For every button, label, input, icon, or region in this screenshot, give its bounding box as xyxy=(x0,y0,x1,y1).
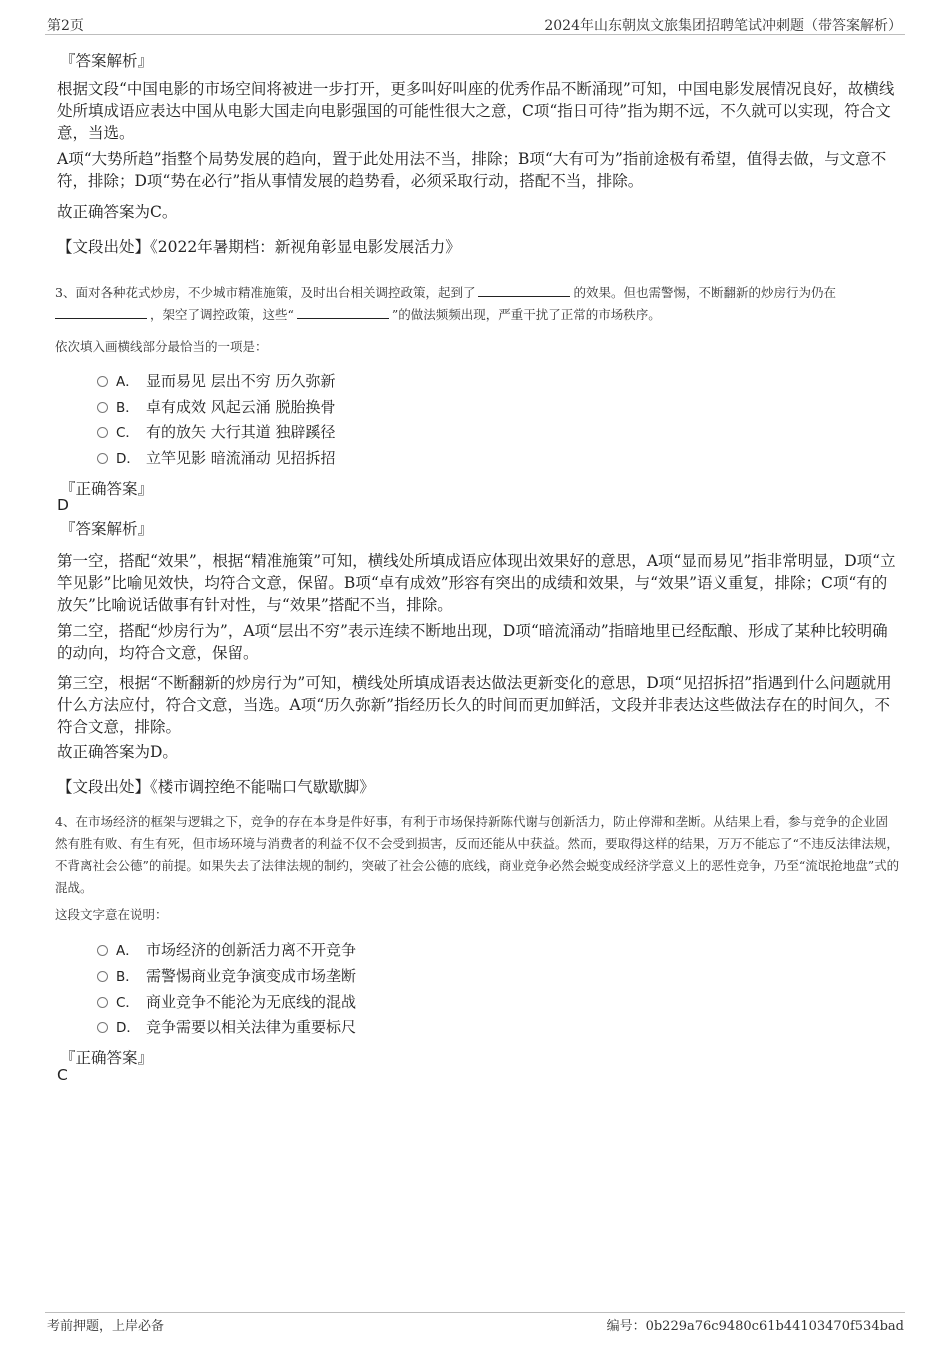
fill-blank xyxy=(478,284,570,297)
radio-button[interactable] xyxy=(97,376,108,387)
radio-button[interactable] xyxy=(97,971,108,982)
document-title: 2024年山东朝岚文旅集团招聘笔试冲刺题（带答案解析） xyxy=(544,18,902,34)
page-number: 第2页 xyxy=(47,18,84,34)
option-label: B． xyxy=(116,400,139,416)
question-text-part: 3、面对各种花式炒房，不少城市精准施策，及时出台相关调控政策，起到了 xyxy=(55,285,476,300)
radio-button[interactable] xyxy=(97,1022,108,1033)
option-label: D． xyxy=(116,1020,140,1036)
footer-divider xyxy=(45,1312,905,1313)
analysis-paragraph: 故正确答案为C。 xyxy=(57,203,178,221)
option-b[interactable] xyxy=(97,965,356,987)
analysis-paragraph: 根据文段“中国电影的市场空间将被进一步打开，更多叫好叫座的优秀作品不断涌现”可知，中国电影发展情况良好，故横线处所填成语应表达中国从电影大国走向电影强国的可能性很大之意，C项“指日可待”指为期不远，不久就可以实现，符合文意，当选。 xyxy=(57,80,895,142)
option-b[interactable] xyxy=(97,396,336,418)
answer-analysis-label: 『答案解析』 xyxy=(60,52,154,70)
radio-button[interactable] xyxy=(97,427,108,438)
radio-button[interactable] xyxy=(97,453,108,464)
fill-blank xyxy=(55,306,147,319)
option-c[interactable] xyxy=(97,421,336,443)
option-text: 有的放矢 大行其道 独辟蹊径 xyxy=(146,423,336,441)
question-prompt: 依次填入画横线部分最恰当的一项是： xyxy=(55,339,268,354)
option-label: A． xyxy=(116,374,139,390)
analysis-paragraph: A项“大势所趋”指整个局势发展的趋向，置于此处用法不当，排除；B项“大有可为”指前途极有希望，值得去做，与文意不符，排除；D项“势在必行”指从事情发展的趋势看，必须采取行动，搭配不当，排除。 xyxy=(57,150,887,190)
correct-answer-label: 『正确答案』 xyxy=(60,480,154,498)
footer-slogan: 考前押题，上岸必备 xyxy=(47,1319,165,1334)
source-citation: 【文段出处】《2022年暑期档：新视角彰显电影发展活力》 xyxy=(57,238,461,256)
question-text-part: ”的做法频频出现，严重干扰了正常的市场秩序。 xyxy=(391,307,661,322)
option-text: 卓有成效 风起云涌 脱胎换骨 xyxy=(146,398,336,416)
question-prompt: 这段文字意在说明： xyxy=(55,907,168,922)
question-stem xyxy=(55,282,900,326)
analysis-paragraph: 第三空，根据“不断翻新的炒房行为”可知，横线处所填成语表达做法更新变化的意思，D项“见招拆招”指遇到什么问题就用什么方法应付，符合文意，当选。A项“历久弥新”指经历长久的时间而更加鲜活，文段并非表达这些做法存在的时间久，不符合文意，排除。 xyxy=(57,674,892,736)
header-divider xyxy=(45,34,905,35)
option-text: 市场经济的创新活力离不开竞争 xyxy=(146,941,357,959)
correct-answer: C xyxy=(57,1066,68,1084)
option-label: B． xyxy=(116,969,139,985)
analysis-paragraph: 第二空，搭配“炒房行为”，A项“层出不穷”表示连续不断地出现，D项“暗流涌动”指暗地里已经酝酿、形成了某种比较明确的动向，均符合文意，保留。 xyxy=(57,622,888,662)
option-a[interactable] xyxy=(97,370,336,392)
question-stem: 4、在市场经济的框架与逻辑之下，竞争的存在本身是件好事，有利于市场保持新陈代谢与创新活力，防止停滞和垄断。从结果上看，参与竞争的企业固然有胜有败、有生有死，但市场环境与消费者的利益不仅不会受到损害，反而还能从中获益。然而，要取得这样的结果，万万不能忘了“不违反法律法规，不背离社会公德”的前提。如果失去了法律法规的制约，突破了社会公德的底线，商业竞争必然会蜕变成经济学意义上的恶性竞争，乃至“流氓抢地盘”式的混战。 xyxy=(55,814,900,895)
document-id: 编号：0b229a76c9480c61b44103470f534bad xyxy=(606,1319,904,1334)
option-d[interactable] xyxy=(97,447,336,469)
option-label: C． xyxy=(116,995,139,1011)
option-label: D． xyxy=(116,451,140,467)
source-citation: 【文段出处】《楼市调控绝不能喘口气歇歇脚》 xyxy=(57,778,375,796)
radio-button[interactable] xyxy=(97,945,108,956)
option-text: 立竿见影 暗流涌动 见招拆招 xyxy=(146,449,336,467)
correct-answer: D xyxy=(57,496,69,514)
analysis-paragraph: 第一空，搭配“效果”，根据“精准施策”可知，横线处所填成语应体现出效果好的意思，A项“显而易见”指非常明显，D项“立竿见影”比喻见效快，均符合文意，保留。B项“卓有成效”形容有突出的成绩和效果，与“效果”语义重复，排除；C项“有的放矢”比喻说话做事有针对性，与“效果”搭配不当，排除。 xyxy=(57,552,896,614)
radio-button[interactable] xyxy=(97,402,108,413)
question-text-part: ，架空了调控政策，这些“ xyxy=(150,307,294,322)
option-text: 商业竞争不能沦为无底线的混战 xyxy=(146,993,357,1011)
fill-blank xyxy=(297,306,389,319)
analysis-paragraph: 故正确答案为D。 xyxy=(57,743,178,761)
option-label: C． xyxy=(116,425,139,441)
option-a[interactable] xyxy=(97,939,356,961)
option-label: A． xyxy=(116,943,139,959)
answer-analysis-label: 『答案解析』 xyxy=(60,520,154,538)
option-c[interactable] xyxy=(97,991,356,1013)
option-text: 需警惕商业竞争演变成市场垄断 xyxy=(146,967,357,985)
option-d[interactable] xyxy=(97,1016,356,1038)
option-text: 显而易见 层出不穷 历久弥新 xyxy=(146,372,336,390)
question-text-part: 的效果。但也需警惕，不断翻新的炒房行为仍在 xyxy=(573,285,836,300)
correct-answer-label: 『正确答案』 xyxy=(60,1049,154,1067)
option-text: 竞争需要以相关法律为重要标尺 xyxy=(146,1018,357,1036)
radio-button[interactable] xyxy=(97,997,108,1008)
